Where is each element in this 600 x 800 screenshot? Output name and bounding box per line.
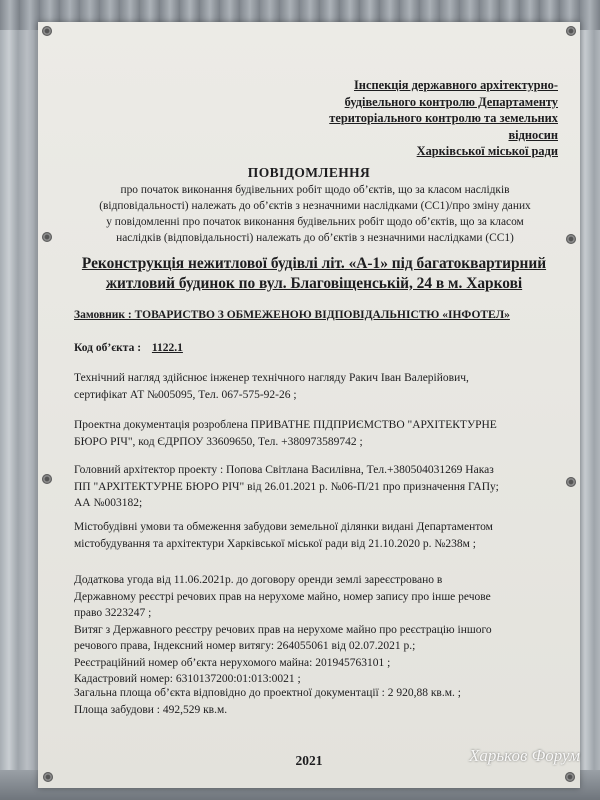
text-line: Загальна площа об’єкта відповідно до проектної документації : 2 920,88 кв.м. ; [74, 687, 461, 699]
text-line: ПП "АРХІТЕКТУРНЕ БЮРО РІЧ" від 26.01.2021 р. №06-П/21 про призначення ГАПу; [74, 480, 499, 493]
grommet-icon [42, 474, 52, 484]
grommet-icon [42, 26, 52, 36]
design-documentation [74, 417, 560, 450]
grommet-icon [566, 477, 576, 487]
notice-sheet [38, 22, 580, 788]
text-line: Реєстраційний номер об’єкта нерухомого майна: 201945763101 ; [74, 656, 391, 669]
object-code [74, 340, 560, 357]
year: 2021 [295, 753, 323, 768]
technical-supervision [74, 370, 560, 403]
authority-line: територіального контролю та земельних відносин [329, 111, 558, 142]
grommet-icon [43, 772, 53, 782]
project-title-line: житловий будинок по вул. Благовіщенській, 24 в м. Харкові [105, 274, 523, 292]
notice-line: про початок виконання будівельних робіт щодо об’єктів, що за класом наслідків [120, 184, 510, 196]
land-registry-info [74, 572, 560, 688]
authority-line: Харківської міської ради [416, 144, 558, 158]
text-line: сертифікат АТ №005095, Тел. 067-575-92-26 ; [74, 388, 297, 401]
text-line: Кадастровий номер: 6310137200:01:013:0021 ; [74, 673, 301, 685]
customer-line: Замовник : ТОВАРИСТВО З ОБМЕЖЕНОЮ ВІДПОВІДАЛЬНІСТЮ «ІНФОТЕЛ» [74, 309, 510, 321]
text-line: Додаткова угода від 11.06.2021р. до договору оренди землі зареєстровано в [74, 574, 443, 586]
watermark: Харьков Форум [469, 746, 580, 765]
text-line: Технічний нагляд здійснює інженер технічного нагляду Ракич Іван Валерійович, [74, 372, 469, 384]
project-title-line: Реконструкція нежитлової будівлі літ. «А-1» під багатоквартирний [81, 255, 547, 272]
object-code-label: Код об’єкта : [74, 342, 142, 354]
authority-line: Інспекція державного архітектурно- [353, 78, 558, 92]
text-line: Головний архітектор проекту : Попова Світлана Василівна, Тел.+380504031269 Наказ [74, 464, 494, 476]
text-line: Витяг з Державного реєстру речових прав на нерухоме майно про реєстрацію іншого [74, 623, 492, 636]
issuing-authority [298, 77, 558, 160]
authority-line: будівельного контролю Департаменту [344, 94, 558, 109]
text-line: БЮРО РІЧ", код ЄДРПОУ 33609650, Тел. +380973589742 ; [74, 435, 363, 448]
notice-title: ПОВІДОМЛЕННЯ [247, 165, 371, 180]
notice-line: у повідомленні про початок виконання будівельних робіт щодо об’єктів, що за класом [106, 216, 524, 228]
text-line: Містобудівні умови та обмеження забудови земельної ділянки видані Департаментом [74, 521, 493, 533]
chief-architect [74, 462, 560, 512]
grommet-icon [565, 772, 575, 782]
object-code-value: 1122.1 [151, 342, 183, 354]
text-line: Площа забудови : 492,529 кв.м. [74, 703, 228, 716]
notice-line: (відповідальності) належать до об’єктів з незначними наслідками (СС1)/про зміну даних [99, 200, 531, 212]
urban-planning-conditions [74, 519, 560, 552]
grommet-icon [566, 234, 576, 244]
text-line: Державному реєстрі речових прав на нерухоме майно, номер запису про інше речове [74, 590, 491, 603]
text-line: АА №003182; [74, 497, 143, 509]
text-line: містобудування та архітектури Харківської міської ради від 21.10.2020 р. №238м ; [74, 537, 476, 550]
grommet-icon [42, 232, 52, 242]
text-line: Проектна документація розроблена ПРИВАТНЕ ПІДПРИЄМСТВО "АРХІТЕКТУРНЕ [74, 419, 497, 431]
text-line: речового права, Індексний номер витягу: 264055061 від 02.07.2021 р.; [74, 640, 416, 652]
notice-description [78, 182, 552, 246]
notice-line: наслідків (відповідальності) належать до об’єктів з незначними наслідками (СС1) [116, 232, 514, 244]
grommet-icon [566, 26, 576, 36]
area-info [74, 685, 560, 718]
text-line: право 3223247 ; [74, 607, 152, 619]
project-title [66, 254, 562, 293]
